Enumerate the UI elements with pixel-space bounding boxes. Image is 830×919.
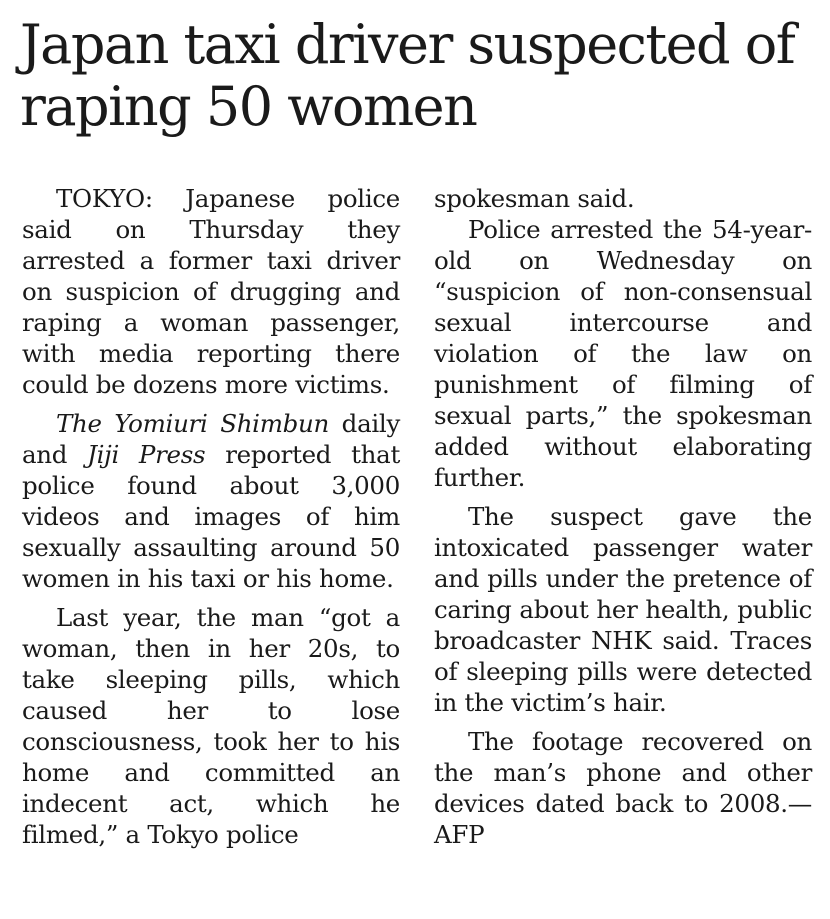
article-column-right (434, 183, 812, 858)
paragraph-5: The suspect gave the intoxicated passenger water and pills under the pretence of caring about her health, public broadcaster NHK said. Traces of sleeping pills were detected in the victim’s hair. (434, 502, 812, 717)
paragraph-2-rest: reported that police found about 3,000 videos and images of him sexually assaulting around 50 women in his taxi or his home. (22, 440, 400, 593)
paragraph-4: Police arrested the 54-year-old on Wednesday on “suspicion of non-consensual sexual intercourse and violation of the law on punishment of filming of sexual parts,” the spokesman added without elaborating further. (434, 215, 812, 492)
paragraph-1: TOKYO: Japanese police said on Thursday they arrested a former taxi driver on suspicion of drugging and raping a woman passenger, with media reporting there could be dozens more victims. (22, 184, 400, 399)
source-jiji: Jiji Press (87, 440, 206, 469)
paragraph-2-join: daily and (22, 409, 400, 469)
paragraph-3: Last year, the man “got a woman, then in her 20s, to take sleeping pills, which caused her to lose consciousness, took her to his home and committed an indecent act, which he filmed,” a Tokyo police (22, 603, 400, 849)
paragraph-3-continued: spokesman said. (434, 184, 635, 213)
paragraph-6: The footage recovered on the man’s phone and other devices dated back to 2008.—AFP (434, 727, 812, 849)
headline: Japan taxi driver suspected of raping 50 women (20, 13, 795, 138)
source-yomiuri: The Yomiuri Shimbun (56, 409, 329, 438)
paragraph-2 (22, 408, 400, 594)
article-column-left (22, 183, 400, 850)
